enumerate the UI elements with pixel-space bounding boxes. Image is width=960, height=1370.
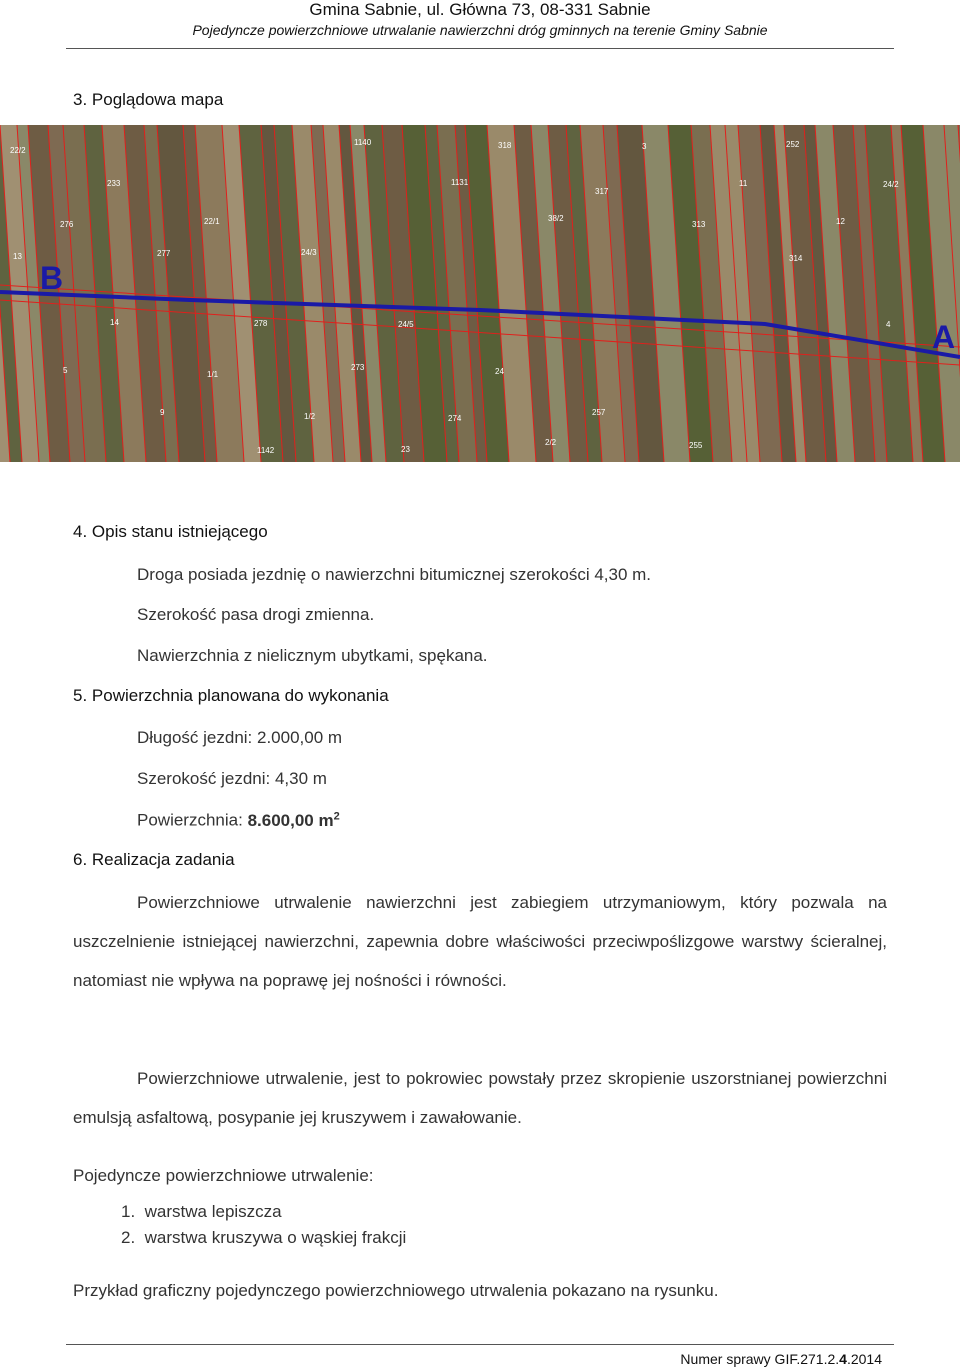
parcel-number: 313 xyxy=(692,220,706,229)
paragraph-2: Powierzchniowe utrwalenie, jest to pokrowiec powstały przez skropienie uszorstnianej powierzchni emulsją asfaltową, posypanie jej kruszywem i zawałowanie. xyxy=(73,1069,887,1127)
parcel-number: 1142 xyxy=(257,446,275,455)
case-number-prefix: Numer sprawy GIF.271.2. xyxy=(680,1351,840,1367)
parcel-number: 9 xyxy=(160,408,165,417)
road-area xyxy=(137,810,340,831)
parcel-number: 276 xyxy=(60,220,74,229)
header-project-title: Pojedyncze powierzchniowe utrwalanie nawierzchni dróg gminnych na terenie Gminy Sabnie xyxy=(192,22,768,38)
case-number xyxy=(680,1351,882,1367)
parcel-number: 24/2 xyxy=(883,180,899,189)
parcel-number: 1140 xyxy=(354,138,372,147)
parcel-number: 5 xyxy=(63,366,68,375)
list-item xyxy=(121,1202,282,1222)
parcel-number: 13 xyxy=(13,252,22,261)
list-intro: Pojedyncze powierzchniowe utrwalenie: xyxy=(73,1166,374,1185)
parcel-number: 273 xyxy=(351,363,365,372)
parcel-number: 22/1 xyxy=(204,217,220,226)
road-width: Szerokość jezdni: 4,30 m xyxy=(137,769,327,788)
parcel-number: 274 xyxy=(448,414,462,423)
footer-divider xyxy=(66,1344,894,1345)
section-4-line: Droga posiada jezdnię o nawierzchni bitumicznej szerokości 4,30 m. xyxy=(137,565,652,584)
parcel-number: 233 xyxy=(107,179,121,188)
map-label-a: A xyxy=(932,319,956,355)
header-address: Gmina Sabnie, ul. Główna 73, 08-331 Sabnie xyxy=(309,0,651,19)
overview-map xyxy=(0,125,960,462)
section-3-title: 3. Poglądowa mapa xyxy=(73,90,224,109)
parcel-number: 22/2 xyxy=(10,146,26,155)
parcel-number: 23 xyxy=(401,445,410,454)
road-area-value: 8.600,00 $m^2$ xyxy=(247,810,340,830)
list-number: 2. xyxy=(121,1228,136,1247)
road-length: Długość jezdni: 2.000,00 m xyxy=(137,728,343,747)
section-4-title: 4. Opis stanu istniejącego xyxy=(73,522,268,541)
parcel-number: 38/2 xyxy=(548,214,564,223)
parcel-number: 1131 xyxy=(451,178,469,187)
parcel-number: 252 xyxy=(786,140,800,149)
list-item xyxy=(121,1228,406,1248)
section-5-title: 5. Powierzchnia planowana do wykonania xyxy=(73,686,389,705)
parcel-number: 314 xyxy=(789,254,803,263)
parcel-number: 3 xyxy=(642,142,647,151)
parcel-number: 278 xyxy=(254,319,268,328)
road-area-label: Powierzchnia: xyxy=(137,810,248,830)
map-label-b: B xyxy=(40,260,64,296)
parcel-number: 24 xyxy=(495,367,504,376)
parcel-number: 24/3 xyxy=(301,248,317,257)
parcel-number: 1/1 xyxy=(207,370,219,379)
section-6-title: 6. Realizacja zadania xyxy=(73,850,235,869)
case-number-bold: 4 xyxy=(839,1351,847,1367)
parcel-number: 1/2 xyxy=(304,412,316,421)
map-image xyxy=(0,125,960,462)
parcel-number: 11 xyxy=(739,179,748,188)
parcel-number: 317 xyxy=(595,187,609,196)
area-unit-exponent: 2 xyxy=(333,810,340,822)
paragraph-1: Powierzchniowe utrwalenie nawierzchni jest zabiegiem utrzymaniowym, który pozwala na uszczelnienie istniejącej nawierzchni, zapewnia dobre właściwości przeciwpoślizgowe warstwy ścieralnej, natomiast nie wpływa na poprawę jej nośności i równości. xyxy=(73,893,887,990)
list-number: 1. xyxy=(121,1202,136,1221)
parcel-number: 277 xyxy=(157,249,171,258)
section-4-line: Nawierzchnia z nielicznym ubytkami, spękana. xyxy=(137,646,488,665)
parcel-number: 257 xyxy=(592,408,606,417)
parcel-number: 12 xyxy=(836,217,845,226)
list-text: warstwa kruszywa o wąskiej frakcji xyxy=(144,1228,407,1247)
parcel-number: 255 xyxy=(689,441,703,450)
list-text: warstwa lepiszcza xyxy=(144,1202,282,1221)
parcel-number: 24/5 xyxy=(398,320,414,329)
header-divider xyxy=(66,48,894,49)
section-4-line: Szerokość pasa drogi zmienna. xyxy=(137,605,375,624)
parcel-number: 318 xyxy=(498,141,512,150)
parcel-number: 4 xyxy=(886,320,891,329)
case-number-suffix: .2014 xyxy=(846,1351,882,1367)
parcel-number: 14 xyxy=(110,318,119,327)
parcel-number: 2/2 xyxy=(545,438,557,447)
closing-sentence: Przykład graficzny pojedynczego powierzchniowego utrwalenia pokazano na rysunku. xyxy=(73,1281,719,1300)
